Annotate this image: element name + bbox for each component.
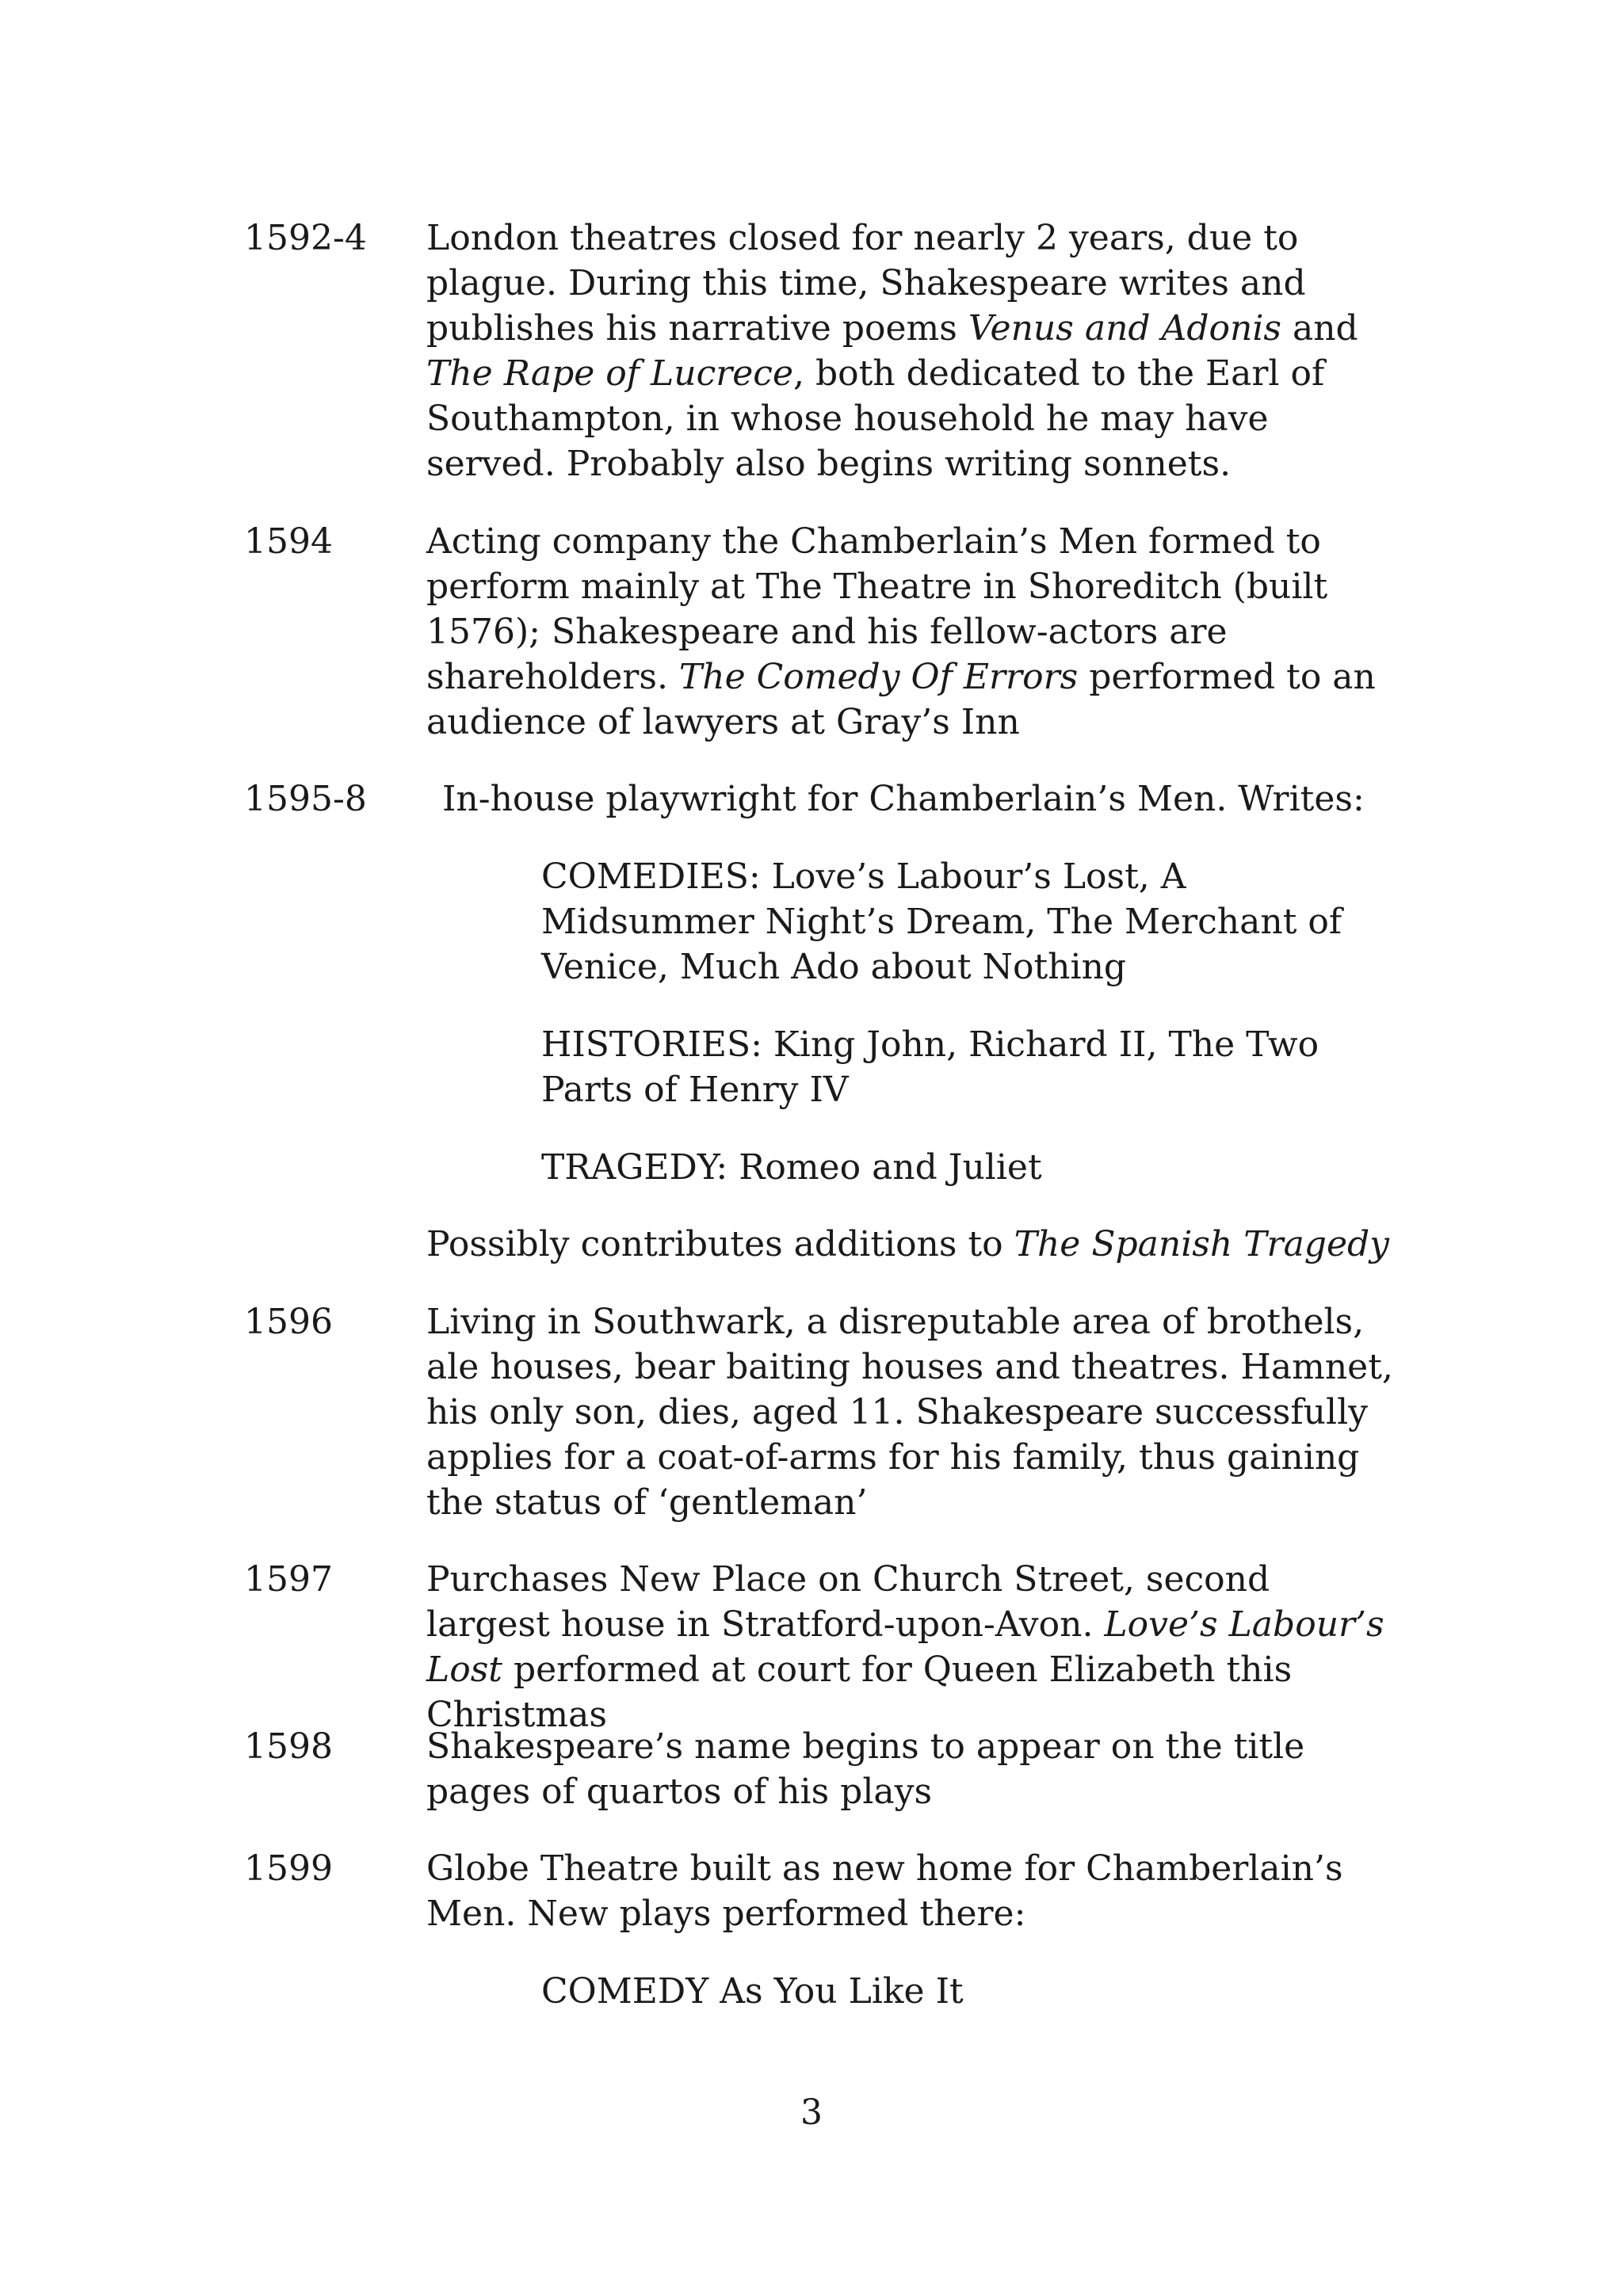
italic-title: Love’s Labour’s Lost (426, 1604, 1384, 1690)
entry-year: 1592-4 (244, 218, 367, 258)
sub-item-comedy: COMEDY As You Like It (541, 1971, 964, 2012)
entry-year: 1598 (244, 1726, 333, 1767)
page-number: 3 (800, 2092, 823, 2133)
entry-text: Acting company the Chamberlain’s Men formed to perform mainly at The Theatre in Shoreditch (built 1576); Shakespeare and his fellow-actors are shareholders. The Comedy Of Errors performed to an audience of lawyers at Gray’s Inn (426, 521, 1376, 742)
entry-year: 1599 (244, 1848, 333, 1889)
entry-text: London theatres closed for nearly 2 years, due to plague. During this time, Shakespeare writes and publishes his narrative poems Venus and Adonis and The Rape of Lucrece, both dedicated to the Earl of Southampton, in whose household he may have served. Probably also begins writing sonnets. (426, 218, 1358, 484)
italic-title: Venus and Adonis (968, 308, 1281, 349)
sub-item-tragedy: TRAGEDY: Romeo and Juliet (541, 1147, 1042, 1188)
entry-text: Globe Theatre built as new home for Chamberlain’s Men. New plays performed there: (426, 1848, 1343, 1934)
entry-text: Living in Southwark, a disreputable area of brothels, ale houses, bear baiting houses and theatres. Hamnet, his only son, dies, aged 11. Shakespeare successfully applies for a coat-of-arms for his family, thus gaining the status of ‘gentleman’ (426, 1302, 1393, 1523)
sub-item-comedies: COMEDIES: Love’s Labour’s Lost, A Midsummer Night’s Dream, The Merchant of Venice, Much Ado about Nothing (541, 856, 1342, 987)
sub-item-histories: HISTORIES: King John, Richard II, The Two Parts of Henry IV (541, 1024, 1319, 1110)
entry-year: 1597 (244, 1559, 333, 1600)
entry-year: 1594 (244, 521, 333, 562)
entry-year: 1595-8 (244, 779, 367, 819)
italic-title: The Rape of Lucrece (426, 353, 793, 394)
italic-title: The Comedy Of Errors (678, 657, 1079, 697)
italic-title: The Spanish Tragedy (1014, 1224, 1390, 1264)
entry-addition-text: Possibly contributes additions to The Spanish Tragedy (426, 1224, 1390, 1264)
entry-text: Purchases New Place on Church Street, second largest house in Stratford-upon-Avon. Love’s Labour’s Lost performed at court for Queen Elizabeth this Christmas (426, 1559, 1384, 1735)
entry-year: 1596 (244, 1302, 333, 1342)
entry-text: Shakespeare’s name begins to appear on the title pages of quartos of his plays (426, 1726, 1305, 1812)
entry-text: In-house playwright for Chamberlain’s Men. Writes: (442, 779, 1365, 819)
